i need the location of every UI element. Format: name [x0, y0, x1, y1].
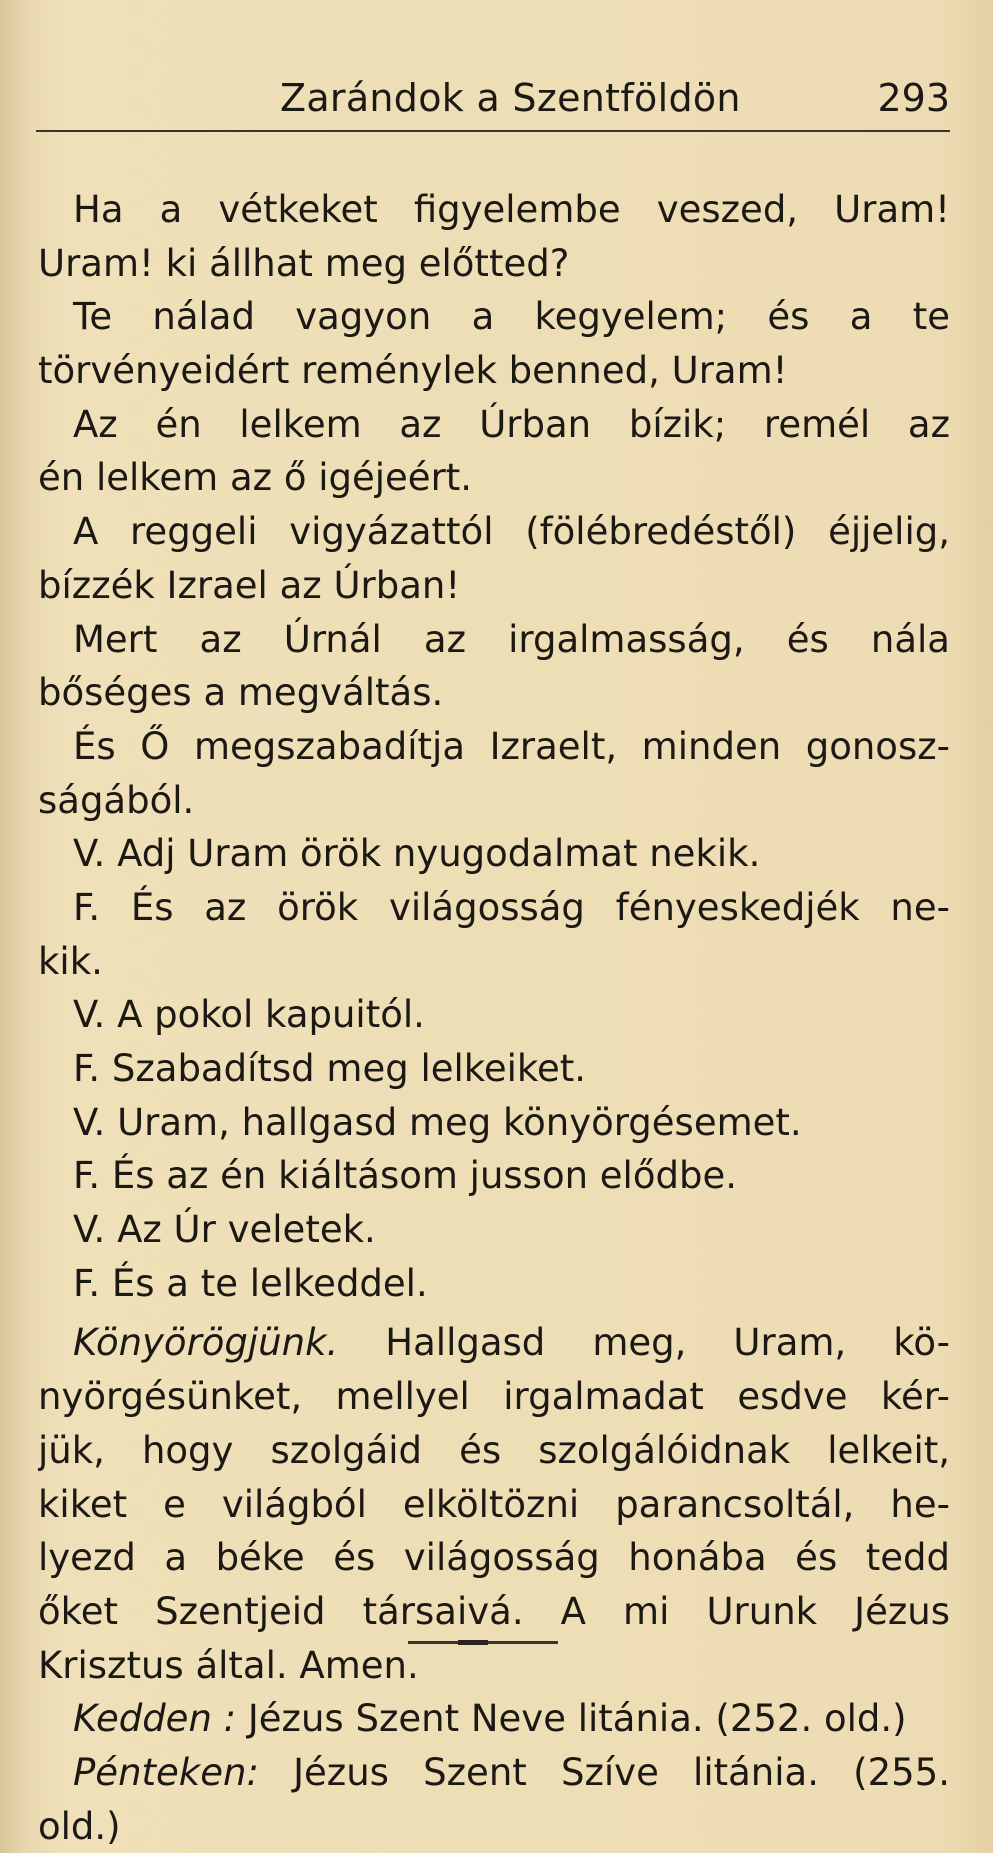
response-line: F. És az örök világosság fényeskedjék ne-	[73, 885, 950, 929]
text-line: Mert az Úrnál az irgalmasság, és nála	[73, 617, 950, 661]
note-friday	[38, 1746, 950, 1800]
versicle-line: V. Az Úr veletek.	[73, 1208, 376, 1252]
note-text: Jézus Szent Szíve litánia. (255.	[258, 1750, 950, 1794]
prayer-line: jük, hogy szolgáid és szolgálóidnak lelkeit,	[38, 1428, 950, 1472]
prayer-line: nyörgésünket, mellyel irgalmadat esdve kér-	[38, 1375, 950, 1419]
text-line: És Ő megszabadítja Izraelt, minden gonosz-	[73, 724, 950, 768]
body-text	[38, 183, 950, 1853]
prayer-line: lyezd a béke és világosság honába és tedd	[38, 1536, 950, 1580]
running-title: Zarándok a Szentföldön	[280, 76, 741, 120]
page-number: 293	[877, 76, 950, 120]
prayer-line: kiket e világból elköltözni parancsoltál, he-	[38, 1482, 950, 1526]
text-line: bőséges a megváltás.	[38, 671, 444, 715]
note-tail: old.)	[38, 1804, 121, 1848]
text-line: Ha a vétkeket figyelembe veszed, Uram!	[73, 188, 950, 231]
note-text: Jézus Szent Neve litánia. (252. old.)	[236, 1697, 907, 1741]
versicle-line: V. Adj Uram örök nyugodalmat nekik.	[73, 832, 761, 876]
text-line: Uram! ki állhat meg előtted?	[38, 241, 570, 285]
text-line: törvényeidért remény​lek benned, Uram!	[38, 349, 788, 393]
text-line: A reggeli vigyázattól (fölébredéstől) éjjelig,	[73, 510, 950, 554]
text-line: én lelkem az ő igéjeért.	[38, 456, 473, 500]
response-line: F. Szabadítsd meg lelkeiket.	[73, 1047, 587, 1090]
prayer-label: Könyörögjünk.	[73, 1321, 339, 1365]
prayer-line: Krisztus által. Amen.	[38, 1643, 419, 1687]
prayer-first-text: Hallgasd meg, Uram, kö-	[338, 1321, 950, 1365]
note-day: Kedden :	[73, 1697, 237, 1741]
prayer-line: őket Szentjeid társaivá. A mi Urunk Jézus	[38, 1589, 950, 1633]
prayer-first-line	[38, 1316, 950, 1370]
text-line: kik.	[38, 939, 103, 983]
text-line: ságából.	[38, 778, 195, 822]
note-day: Pénteken:	[73, 1750, 259, 1794]
page-header	[36, 76, 950, 126]
response-line: F. És a te lelkeddel.	[73, 1261, 428, 1305]
versicle-line: V. Uram, hallgasd meg könyörgésemet.	[73, 1100, 802, 1144]
header-rule	[36, 130, 950, 132]
text-line: Te nálad vagyon a kegyelem; és a te	[73, 295, 950, 339]
footer-ornament-rule	[408, 1641, 558, 1644]
versicle-line: V. A pokol kapuitól.	[73, 993, 425, 1037]
text-line: Az én lelkem az Úrban bízik; remél az	[73, 402, 950, 446]
note-tuesday	[38, 1692, 950, 1746]
text-line: bízzék Izrael az Úrban!	[38, 563, 461, 607]
response-line: F. És az én kiáltásom jusson elődbe.	[73, 1154, 737, 1198]
